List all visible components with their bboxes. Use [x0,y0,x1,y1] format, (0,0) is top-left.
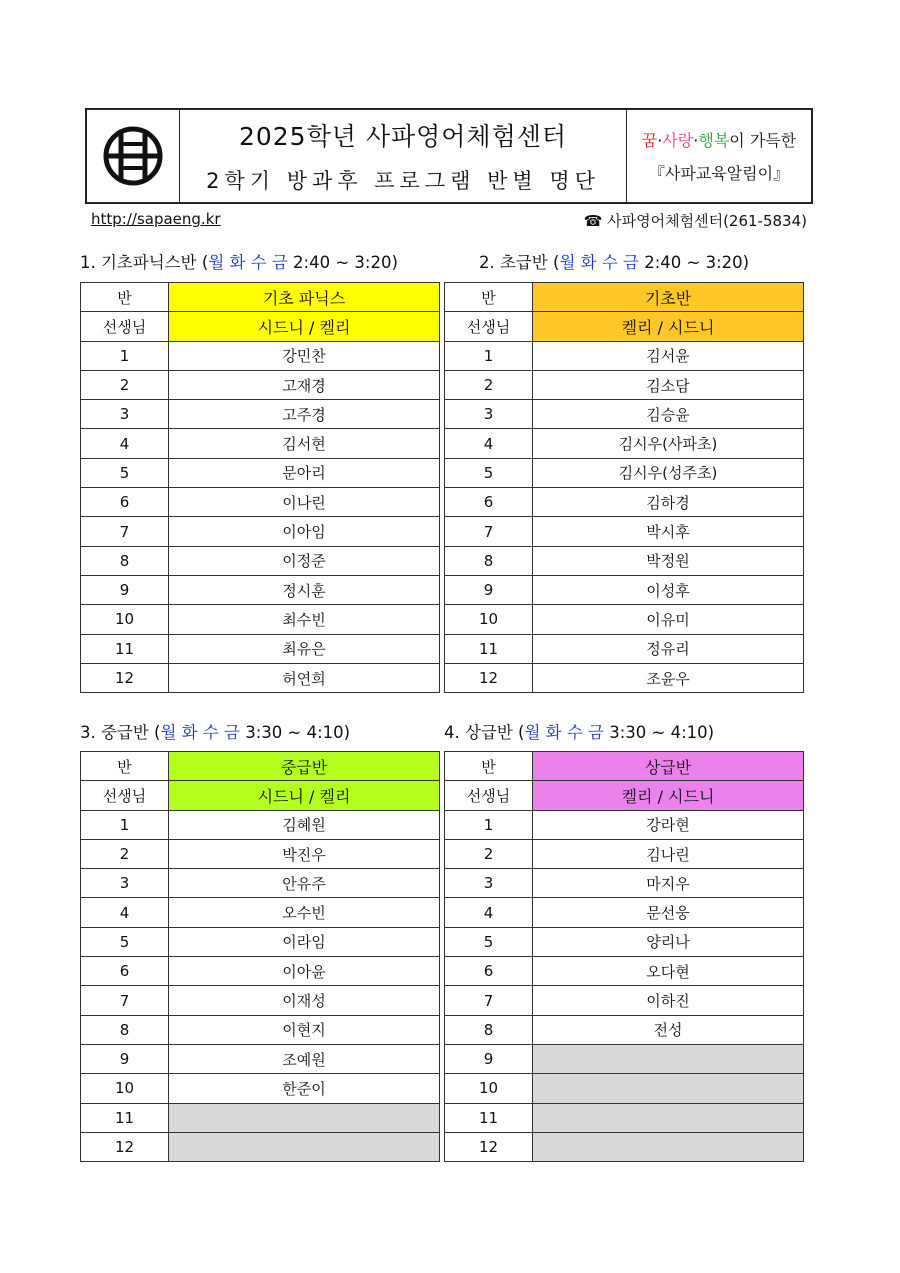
student-number: 10 [81,1074,169,1103]
table-row [81,1015,440,1044]
table-row [81,1044,440,1073]
student-name: 박진우 [169,839,440,868]
table-row [81,575,440,604]
table-row [81,957,440,986]
student-name: 고재경 [169,370,440,399]
student-name [533,1132,804,1161]
student-name: 이나린 [169,488,440,517]
student-name [533,1044,804,1073]
student-number: 11 [445,1103,533,1132]
class-name: 중급반 [169,752,440,781]
table-row [81,1074,440,1103]
table-row [445,488,804,517]
student-name [533,1074,804,1103]
table-row [445,429,804,458]
student-number: 4 [81,429,169,458]
student-name: 한준이 [169,1074,440,1103]
roster-table-beginner [444,282,804,693]
student-number: 1 [445,341,533,370]
section-title-prefix: 4. 상급반 ( [444,723,525,742]
table-row [445,869,804,898]
class-label: 반 [81,752,169,781]
student-number: 4 [445,429,533,458]
student-number: 12 [81,1132,169,1161]
section-title-2 [479,249,749,273]
student-number: 8 [445,1015,533,1044]
student-number: 6 [81,957,169,986]
student-number: 5 [81,927,169,956]
student-number: 11 [81,634,169,663]
student-number: 2 [445,839,533,868]
student-name: 전성 [533,1015,804,1044]
table-row [445,986,804,1015]
school-logo-icon [101,124,165,188]
student-number: 6 [445,957,533,986]
table-row [445,1044,804,1073]
table-row [81,1132,440,1161]
table-row [445,810,804,839]
slogan-dream: 꿈 [641,131,658,150]
phone-icon: ☎ [583,212,603,230]
table-row [81,663,440,692]
teacher-names: 켈리 / 시드니 [533,781,804,810]
student-name: 최유은 [169,634,440,663]
teacher-row [445,312,804,341]
table-row [445,839,804,868]
student-name: 김시우(성주초) [533,458,804,487]
student-number: 2 [445,370,533,399]
section-time: 2:40 ~ 3:20) [287,253,398,272]
class-name: 기초 파닉스 [169,283,440,312]
student-name: 이성후 [533,575,804,604]
table-row [81,370,440,399]
student-number: 12 [445,663,533,692]
student-number: 11 [81,1103,169,1132]
student-name: 이라임 [169,927,440,956]
student-name: 김하경 [533,488,804,517]
student-number: 10 [445,1074,533,1103]
student-name: 조예원 [169,1044,440,1073]
class-row [445,283,804,312]
table-row [445,1103,804,1132]
student-name: 문선웅 [533,898,804,927]
table-row [445,517,804,546]
student-name: 조윤우 [533,663,804,692]
student-number: 3 [445,400,533,429]
title-cell [180,110,627,202]
class-row [81,283,440,312]
table-row [81,898,440,927]
student-name: 김혜원 [169,810,440,839]
student-name: 강라현 [533,810,804,839]
section-title-prefix: 1. 기초파닉스반 ( [80,253,209,272]
student-number: 9 [445,575,533,604]
teacher-label: 선생님 [445,781,533,810]
student-name: 김소담 [533,370,804,399]
roster-table-phonics [80,282,440,693]
student-name: 양리나 [533,927,804,956]
table-row [81,986,440,1015]
section-time: 3:30 ~ 4:10) [240,723,351,742]
student-name: 강민찬 [169,341,440,370]
student-number: 3 [445,869,533,898]
table-row [445,575,804,604]
student-number: 5 [445,927,533,956]
student-number: 4 [81,898,169,927]
teacher-row [81,781,440,810]
student-number: 10 [81,605,169,634]
student-number: 7 [81,986,169,1015]
student-name: 고주경 [169,400,440,429]
table-row [81,429,440,458]
section-title-prefix: 3. 중급반 ( [80,723,161,742]
student-name: 오다현 [533,957,804,986]
student-name: 이아임 [169,517,440,546]
slogan-newsletter: 『사파교육알림이』 [648,164,790,183]
student-number: 7 [445,986,533,1015]
student-number: 7 [445,517,533,546]
table-row [445,605,804,634]
student-number: 1 [81,810,169,839]
class-name: 기초반 [533,283,804,312]
table-row [81,341,440,370]
document-header [85,108,813,204]
student-name: 이하진 [533,986,804,1015]
student-name [169,1132,440,1161]
student-name: 이유미 [533,605,804,634]
student-name: 박시후 [533,517,804,546]
student-name: 박정원 [533,546,804,575]
student-name: 마지우 [533,869,804,898]
table-row [445,341,804,370]
table-row [445,957,804,986]
class-label: 반 [81,283,169,312]
student-number: 7 [81,517,169,546]
student-name [169,1103,440,1132]
student-name: 김서현 [169,429,440,458]
section-days: 월 화 수 금 [559,253,639,272]
table-row [81,546,440,575]
teacher-row [445,781,804,810]
phone-text: 사파영어체험센터(261-5834) [607,212,807,230]
table-row [445,634,804,663]
slogan-dot: · [657,131,663,150]
teacher-names: 켈리 / 시드니 [533,312,804,341]
table-row [445,898,804,927]
section-time: 2:40 ~ 3:20) [639,253,750,272]
student-number: 1 [445,810,533,839]
student-name: 이아윤 [169,957,440,986]
section-title-4 [444,719,714,743]
student-number: 9 [81,1044,169,1073]
website-link[interactable]: http://sapaeng.kr [91,210,221,228]
student-number: 2 [81,839,169,868]
section-title-3 [80,719,350,743]
section-days: 월 화 수 금 [208,253,288,272]
table-row [81,1103,440,1132]
table-row [81,400,440,429]
table-row [445,1074,804,1103]
teacher-names: 시드니 / 켈리 [169,312,440,341]
logo-cell [87,110,180,202]
student-name: 김나린 [533,839,804,868]
student-name: 최수빈 [169,605,440,634]
student-name: 안유주 [169,869,440,898]
student-name: 김서윤 [533,341,804,370]
table-row [81,634,440,663]
student-name: 이정준 [169,546,440,575]
table-row [81,927,440,956]
student-number: 3 [81,400,169,429]
table-row [445,927,804,956]
class-name: 상급반 [533,752,804,781]
slogan-rest: 이 가득한 [729,131,797,150]
student-number: 12 [81,663,169,692]
teacher-names: 시드니 / 켈리 [169,781,440,810]
student-name: 김시우(사파초) [533,429,804,458]
student-number: 5 [445,458,533,487]
student-name: 정유리 [533,634,804,663]
slogan-line [642,128,796,151]
contact-phone [584,210,807,231]
student-number: 8 [81,546,169,575]
student-number: 5 [81,458,169,487]
student-number: 11 [445,634,533,663]
teacher-label: 선생님 [81,781,169,810]
table-row [445,458,804,487]
teacher-label: 선생님 [445,312,533,341]
student-number: 9 [81,575,169,604]
student-name [533,1103,804,1132]
student-number: 2 [81,370,169,399]
student-number: 4 [445,898,533,927]
table-row [445,663,804,692]
table-row [81,810,440,839]
table-row [445,1015,804,1044]
student-number: 6 [81,488,169,517]
student-name: 이재성 [169,986,440,1015]
student-name: 정시훈 [169,575,440,604]
student-name: 이현지 [169,1015,440,1044]
student-number: 10 [445,605,533,634]
document-title: 2025학년 사파영어체험센터 [238,122,568,151]
table-row [81,605,440,634]
slogan-happiness: 행복 [698,131,730,150]
student-number: 12 [445,1132,533,1161]
student-number: 8 [81,1015,169,1044]
student-name: 문아리 [169,458,440,487]
roster-table-advanced [444,751,804,1162]
section-days: 월 화 수 금 [160,723,240,742]
roster-table-intermediate [80,751,440,1162]
section-time: 3:30 ~ 4:10) [604,723,715,742]
student-name: 오수빈 [169,898,440,927]
student-number: 3 [81,869,169,898]
student-name: 허연희 [169,663,440,692]
class-row [81,752,440,781]
slogan-dot: · [693,131,699,150]
class-row [445,752,804,781]
table-row [445,370,804,399]
table-row [445,546,804,575]
table-row [445,400,804,429]
student-number: 6 [445,488,533,517]
class-label: 반 [445,283,533,312]
table-row [81,488,440,517]
teacher-label: 선생님 [81,312,169,341]
table-row [81,869,440,898]
student-number: 9 [445,1044,533,1073]
slogan-cell [627,110,811,202]
student-number: 1 [81,341,169,370]
document-subtitle: 2학기 방과후 프로그램 반별 명단 [206,169,600,193]
table-row [445,1132,804,1161]
class-label: 반 [445,752,533,781]
table-row [81,839,440,868]
table-row [81,517,440,546]
teacher-row [81,312,440,341]
slogan-love: 사랑 [662,131,694,150]
student-number: 8 [445,546,533,575]
table-row [81,458,440,487]
student-name: 김승윤 [533,400,804,429]
section-title-1 [80,249,398,273]
section-title-prefix: 2. 초급반 ( [479,253,560,272]
section-days: 월 화 수 금 [524,723,604,742]
